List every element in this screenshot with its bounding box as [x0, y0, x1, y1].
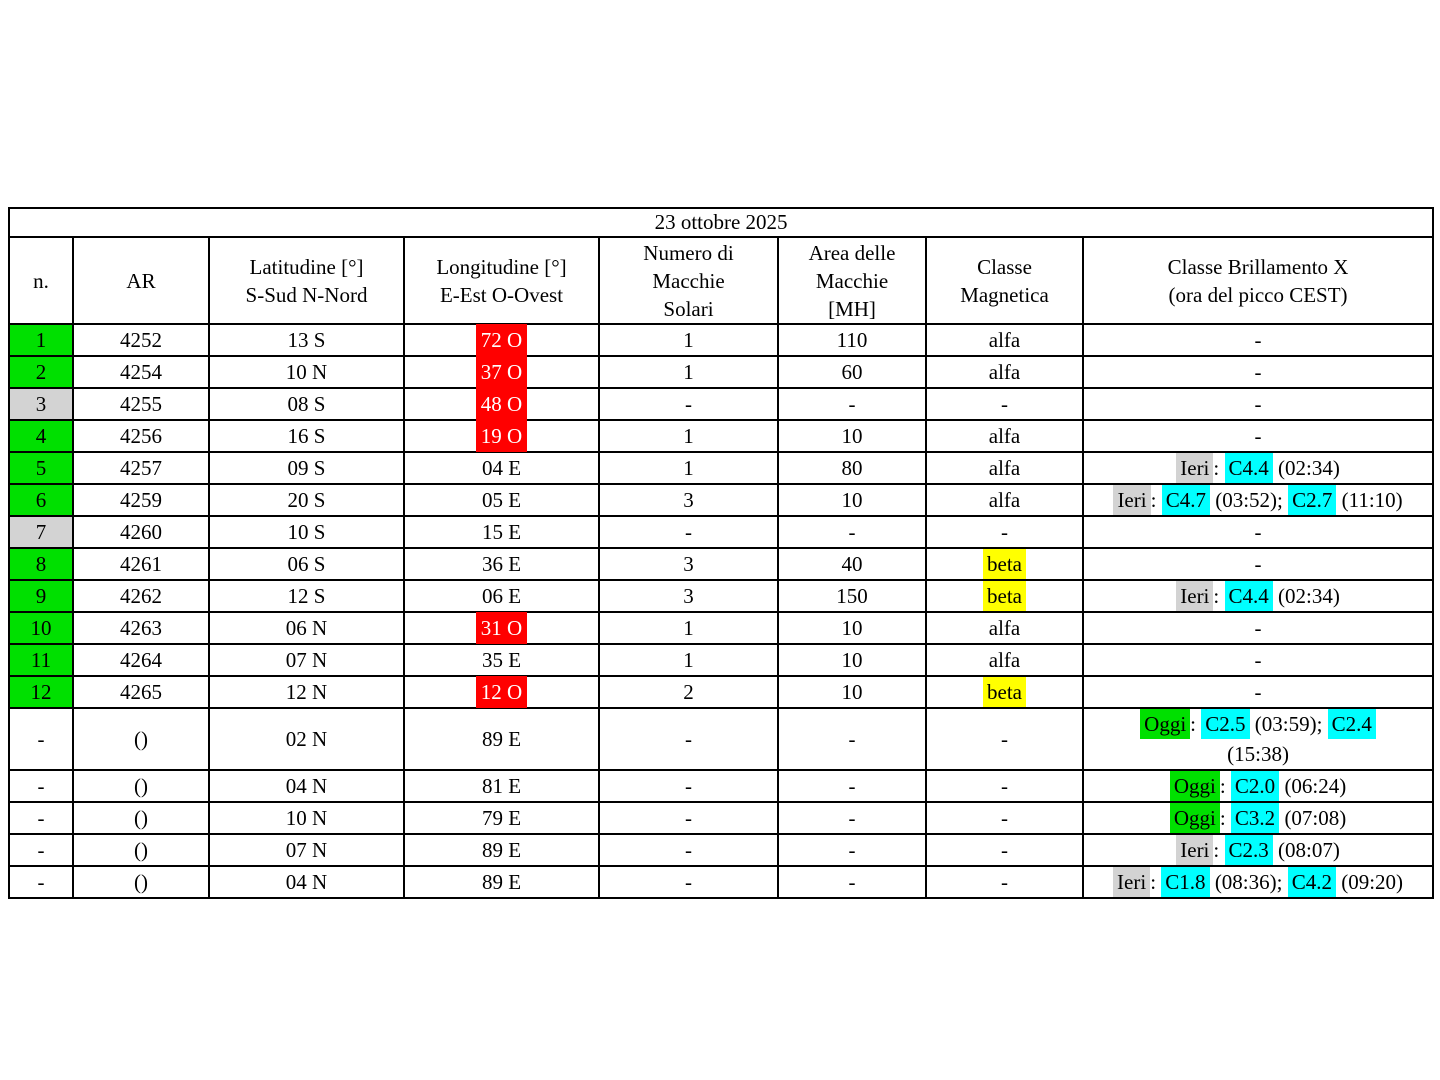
table-title: 23 ottobre 2025	[9, 208, 1433, 237]
cell-ar: 4263	[73, 612, 209, 644]
cell-sunspot-area: -	[778, 388, 926, 420]
cell-sunspot-area: 60	[778, 356, 926, 388]
cell-magnetic-class: alfa	[926, 420, 1083, 452]
flare-highlight: Ieri	[1113, 485, 1150, 515]
cell-longitude	[404, 324, 599, 356]
cell-ar: ()	[73, 802, 209, 834]
magnetic-class-highlight: beta	[983, 677, 1026, 707]
cell-sunspot-area: 10	[778, 612, 926, 644]
cell-flare: -	[1083, 516, 1433, 548]
cell-magnetic-class: -	[926, 834, 1083, 866]
title-row	[9, 208, 1433, 237]
cell-n: -	[9, 866, 73, 898]
cell-sunspot-count: -	[599, 770, 778, 802]
cell-sunspot-area: 10	[778, 676, 926, 708]
cell-longitude	[404, 388, 599, 420]
longitude-highlight: 48 O	[476, 388, 527, 420]
cell-ar: 4259	[73, 484, 209, 516]
table-row	[9, 356, 1433, 388]
cell-flare: Ieri : C4.4 (02:34)	[1083, 452, 1433, 484]
cell-longitude: 35 E	[404, 644, 599, 676]
cell-longitude: 04 E	[404, 452, 599, 484]
cell-sunspot-area: 80	[778, 452, 926, 484]
table-row	[9, 866, 1433, 898]
cell-magnetic-class: -	[926, 708, 1083, 770]
cell-flare: -	[1083, 612, 1433, 644]
cell-magnetic-class: -	[926, 388, 1083, 420]
cell-magnetic-class: -	[926, 770, 1083, 802]
cell-n: 7	[9, 516, 73, 548]
flare-highlight: C2.3	[1225, 835, 1273, 865]
cell-n: 4	[9, 420, 73, 452]
cell-sunspot-area: 150	[778, 580, 926, 612]
cell-sunspot-count: 1	[599, 420, 778, 452]
cell-flare: -	[1083, 356, 1433, 388]
cell-ar: 4256	[73, 420, 209, 452]
cell-sunspot-count: -	[599, 516, 778, 548]
cell-n: -	[9, 834, 73, 866]
cell-latitude: 07 N	[209, 834, 404, 866]
flare-highlight: C1.8	[1161, 867, 1209, 897]
cell-latitude: 06 N	[209, 612, 404, 644]
cell-sunspot-area: 10	[778, 644, 926, 676]
cell-n: 2	[9, 356, 73, 388]
flare-highlight: Ieri	[1113, 867, 1150, 897]
cell-latitude: 16 S	[209, 420, 404, 452]
cell-longitude: 89 E	[404, 866, 599, 898]
cell-latitude: 04 N	[209, 866, 404, 898]
header-row	[9, 237, 1433, 324]
cell-sunspot-count: -	[599, 802, 778, 834]
cell-sunspot-area: -	[778, 770, 926, 802]
cell-sunspot-area: -	[778, 834, 926, 866]
cell-latitude: 20 S	[209, 484, 404, 516]
cell-flare: Oggi : C3.2 (07:08)	[1083, 802, 1433, 834]
column-header-n: n.	[9, 237, 73, 324]
cell-magnetic-class: alfa	[926, 484, 1083, 516]
table-row	[9, 452, 1433, 484]
sunspot-table	[8, 207, 1434, 899]
cell-sunspot-area: -	[778, 516, 926, 548]
longitude-highlight: 19 O	[476, 420, 527, 452]
cell-ar: 4264	[73, 644, 209, 676]
longitude-highlight: 31 O	[476, 612, 527, 644]
longitude-highlight: 37 O	[476, 356, 527, 388]
cell-magnetic-class: alfa	[926, 644, 1083, 676]
flare-highlight: Oggi	[1140, 709, 1190, 739]
flare-highlight: C2.0	[1231, 771, 1279, 801]
cell-sunspot-count: -	[599, 866, 778, 898]
table-row	[9, 834, 1433, 866]
cell-magnetic-class: alfa	[926, 452, 1083, 484]
cell-flare: -	[1083, 388, 1433, 420]
column-header-xray-flare-class: Classe Brillamento X (ora del picco CEST)	[1083, 237, 1433, 324]
cell-sunspot-area: 40	[778, 548, 926, 580]
cell-n: -	[9, 770, 73, 802]
cell-ar: 4252	[73, 324, 209, 356]
flare-highlight: Ieri	[1176, 453, 1213, 483]
cell-ar: ()	[73, 770, 209, 802]
cell-magnetic-class: -	[926, 516, 1083, 548]
cell-magnetic-class	[926, 676, 1083, 708]
table-row	[9, 484, 1433, 516]
cell-ar: 4262	[73, 580, 209, 612]
flare-highlight: Oggi	[1170, 771, 1220, 801]
cell-n: -	[9, 708, 73, 770]
cell-ar: ()	[73, 834, 209, 866]
cell-ar: 4265	[73, 676, 209, 708]
flare-highlight: C4.4	[1225, 581, 1273, 611]
cell-latitude: 10 N	[209, 356, 404, 388]
cell-longitude: 05 E	[404, 484, 599, 516]
cell-latitude: 10 N	[209, 802, 404, 834]
table-row	[9, 802, 1433, 834]
cell-longitude: 89 E	[404, 708, 599, 770]
cell-sunspot-area: 110	[778, 324, 926, 356]
cell-latitude: 08 S	[209, 388, 404, 420]
cell-sunspot-count: 1	[599, 644, 778, 676]
table-row	[9, 548, 1433, 580]
flare-highlight: C2.4	[1328, 709, 1376, 739]
cell-longitude: 89 E	[404, 834, 599, 866]
table-row	[9, 708, 1433, 770]
cell-sunspot-area: 10	[778, 420, 926, 452]
table-row	[9, 612, 1433, 644]
cell-sunspot-area: -	[778, 866, 926, 898]
cell-longitude: 15 E	[404, 516, 599, 548]
cell-flare: Ieri : C4.4 (02:34)	[1083, 580, 1433, 612]
magnetic-class-highlight: beta	[983, 549, 1026, 579]
table-row	[9, 324, 1433, 356]
cell-flare: -	[1083, 644, 1433, 676]
cell-latitude: 09 S	[209, 452, 404, 484]
column-header-longitude: Longitudine [°] E-Est O-Ovest	[404, 237, 599, 324]
cell-longitude: 79 E	[404, 802, 599, 834]
cell-latitude: 13 S	[209, 324, 404, 356]
table-row	[9, 420, 1433, 452]
column-header-ar: AR	[73, 237, 209, 324]
cell-ar: 4260	[73, 516, 209, 548]
table-row	[9, 388, 1433, 420]
cell-ar: 4254	[73, 356, 209, 388]
table-row	[9, 644, 1433, 676]
cell-ar: 4261	[73, 548, 209, 580]
cell-longitude	[404, 612, 599, 644]
cell-latitude: 06 S	[209, 548, 404, 580]
cell-flare: -	[1083, 676, 1433, 708]
cell-magnetic-class: -	[926, 866, 1083, 898]
cell-longitude: 81 E	[404, 770, 599, 802]
cell-latitude: 10 S	[209, 516, 404, 548]
column-header-latitude: Latitudine [°] S-Sud N-Nord	[209, 237, 404, 324]
cell-magnetic-class: alfa	[926, 612, 1083, 644]
cell-ar: ()	[73, 708, 209, 770]
cell-longitude	[404, 420, 599, 452]
cell-longitude	[404, 676, 599, 708]
cell-sunspot-count: 1	[599, 452, 778, 484]
table-row	[9, 516, 1433, 548]
table-row	[9, 580, 1433, 612]
column-header-magnetic-class: Classe Magnetica	[926, 237, 1083, 324]
flare-highlight: Ieri	[1176, 835, 1213, 865]
cell-sunspot-count: 1	[599, 356, 778, 388]
cell-ar: 4257	[73, 452, 209, 484]
cell-latitude: 12 N	[209, 676, 404, 708]
cell-sunspot-count: -	[599, 388, 778, 420]
cell-n: 12	[9, 676, 73, 708]
cell-ar: 4255	[73, 388, 209, 420]
cell-sunspot-area: -	[778, 802, 926, 834]
flare-highlight: C3.2	[1231, 803, 1279, 833]
cell-magnetic-class: -	[926, 802, 1083, 834]
cell-longitude	[404, 356, 599, 388]
flare-highlight: C4.7	[1162, 485, 1210, 515]
cell-n: 1	[9, 324, 73, 356]
cell-n: 11	[9, 644, 73, 676]
cell-flare: Oggi : C2.0 (06:24)	[1083, 770, 1433, 802]
column-header-sunspot-area: Area delle Macchie [MH]	[778, 237, 926, 324]
cell-flare: -	[1083, 548, 1433, 580]
column-header-sunspot-count: Numero di Macchie Solari	[599, 237, 778, 324]
cell-flare: -	[1083, 324, 1433, 356]
cell-sunspot-area: 10	[778, 484, 926, 516]
cell-n: 9	[9, 580, 73, 612]
flare-highlight: Ieri	[1176, 581, 1213, 611]
cell-n: 3	[9, 388, 73, 420]
cell-n: 6	[9, 484, 73, 516]
cell-sunspot-count: 1	[599, 612, 778, 644]
cell-magnetic-class: alfa	[926, 356, 1083, 388]
table-row	[9, 770, 1433, 802]
magnetic-class-highlight: beta	[983, 581, 1026, 611]
cell-latitude: 02 N	[209, 708, 404, 770]
flare-highlight: C2.7	[1288, 485, 1336, 515]
cell-flare: Ieri : C4.7 (03:52); C2.7 (11:10)	[1083, 484, 1433, 516]
cell-sunspot-count: 3	[599, 484, 778, 516]
flare-highlight: Oggi	[1170, 803, 1220, 833]
cell-latitude: 07 N	[209, 644, 404, 676]
cell-flare: Ieri : C2.3 (08:07)	[1083, 834, 1433, 866]
cell-sunspot-count: 1	[599, 324, 778, 356]
cell-sunspot-count: -	[599, 834, 778, 866]
cell-sunspot-count: 2	[599, 676, 778, 708]
cell-n: -	[9, 802, 73, 834]
cell-flare: -	[1083, 420, 1433, 452]
cell-sunspot-count: 3	[599, 548, 778, 580]
cell-longitude: 36 E	[404, 548, 599, 580]
cell-magnetic-class	[926, 580, 1083, 612]
cell-sunspot-area: -	[778, 708, 926, 770]
table-body	[9, 324, 1433, 898]
cell-latitude: 04 N	[209, 770, 404, 802]
cell-n: 8	[9, 548, 73, 580]
cell-ar: ()	[73, 866, 209, 898]
cell-flare: Ieri : C1.8 (08:36); C4.2 (09:20)	[1083, 866, 1433, 898]
flare-highlight: C2.5	[1201, 709, 1249, 739]
flare-highlight: C4.4	[1225, 453, 1273, 483]
cell-sunspot-count: 3	[599, 580, 778, 612]
longitude-highlight: 72 O	[476, 324, 527, 356]
longitude-highlight: 12 O	[476, 676, 527, 708]
cell-sunspot-count: -	[599, 708, 778, 770]
cell-latitude: 12 S	[209, 580, 404, 612]
cell-magnetic-class: alfa	[926, 324, 1083, 356]
cell-flare: Oggi : C2.5 (03:59); C2.4 (15:38)	[1083, 708, 1433, 770]
cell-n: 5	[9, 452, 73, 484]
cell-n: 10	[9, 612, 73, 644]
table-row	[9, 676, 1433, 708]
cell-magnetic-class	[926, 548, 1083, 580]
flare-highlight: C4.2	[1288, 867, 1336, 897]
cell-longitude: 06 E	[404, 580, 599, 612]
